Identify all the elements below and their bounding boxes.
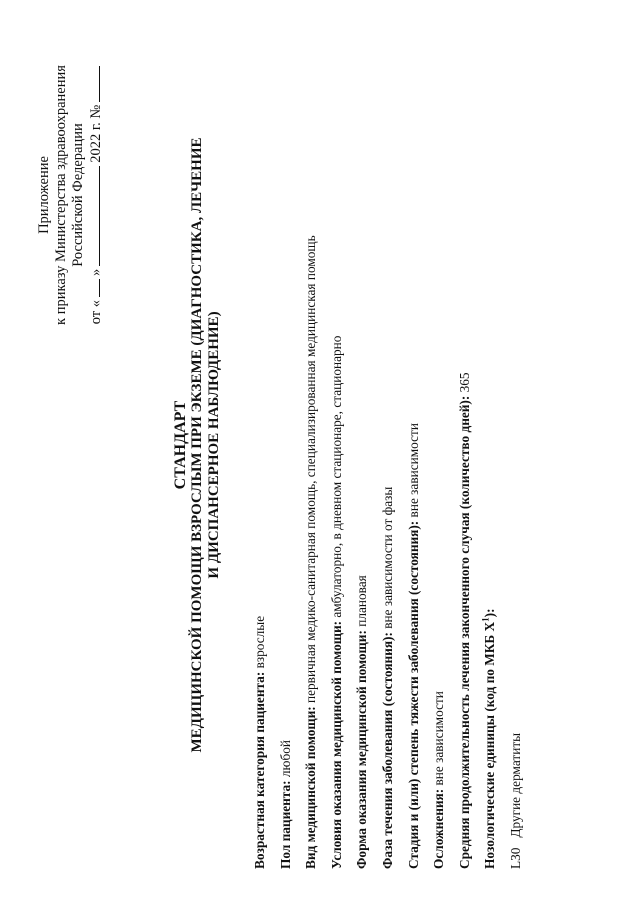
month-blank — [87, 166, 100, 266]
appendix-order-line: к приказу Министерства здравоохранения — [53, 65, 69, 325]
field-form-label: Форма оказания медицинской помощи: — [354, 630, 370, 869]
title-line-2: И ДИСПАНСЕРНОЕ НАБЛЮДЕНИЕ) — [206, 311, 222, 579]
nosology-label-end: ): — [482, 608, 498, 618]
code-row — [506, 49, 532, 869]
field-conditions-value: амбулаторно, в дневном стационаре, стационарно — [328, 335, 344, 618]
field-nosology — [480, 49, 506, 869]
field-care-type-label: Вид медицинской помощи: — [303, 706, 319, 869]
icd-code: L30 — [507, 847, 523, 869]
field-conditions — [327, 49, 353, 869]
field-nosology-label — [482, 609, 497, 870]
icd-code-name: Другие дерматиты — [507, 732, 523, 838]
field-care-type — [301, 49, 327, 869]
appendix-date-line — [87, 30, 105, 360]
order-number-blank — [87, 66, 100, 102]
footnote-marker: 1 — [480, 617, 491, 622]
field-age-value: взрослые — [252, 615, 267, 669]
field-age-label: Возрастная категория пациента: — [252, 671, 267, 869]
field-stage-value: вне зависимости — [405, 423, 421, 518]
field-conditions-label: Условия оказания медицинской помощи: — [328, 620, 344, 869]
field-form-value: плановая — [354, 575, 370, 627]
field-complications-value: вне зависимости — [431, 691, 447, 786]
field-duration-value: 365 — [456, 372, 472, 393]
title-standard: СТАНДАРТ — [172, 400, 189, 490]
document-title — [172, 75, 223, 815]
date-prefix: от « — [88, 300, 104, 325]
field-sex-label: Пол пациента: — [277, 780, 293, 869]
fields-list — [250, 49, 532, 869]
field-care-type-value: первичная медико-санитарная помощь, специализированная медицинская помощь — [303, 235, 319, 703]
field-sex — [276, 49, 302, 869]
field-stage — [404, 49, 430, 869]
field-duration — [455, 49, 481, 869]
field-form — [352, 49, 378, 869]
field-complications-label: Осложнения: — [431, 788, 447, 869]
field-age — [250, 49, 276, 869]
field-duration-label: Средняя продолжительность лечения законченного случая (количество дней): — [456, 395, 472, 869]
appendix-title: Приложение — [36, 156, 52, 234]
appendix-block — [36, 30, 105, 360]
date-quote-close: » — [88, 268, 104, 276]
year-suffix: 2022 г. № — [88, 104, 104, 163]
field-stage-label: Стадия и (или) степень тяжести заболевания (состояния): — [405, 520, 421, 869]
nosology-label-text: Нозологические единицы (код по МКБ X — [482, 621, 498, 869]
field-phase-value: вне зависимости от фазы — [379, 486, 395, 629]
field-sex-value: любой — [277, 739, 293, 778]
field-phase — [378, 49, 404, 869]
day-blank — [87, 279, 100, 297]
field-phase-label: Фаза течения заболевания (состояния): — [379, 632, 395, 869]
title-line-1: МЕДИЦИНСКОЙ ПОМОЩИ ВЗРОСЛЫМ ПРИ ЭКЗЕМЕ (ДИАГНОСТИКА, ЛЕЧЕНИЕ — [189, 137, 205, 753]
field-complications — [429, 49, 455, 869]
appendix-country-line: Российской Федерации — [70, 123, 86, 267]
